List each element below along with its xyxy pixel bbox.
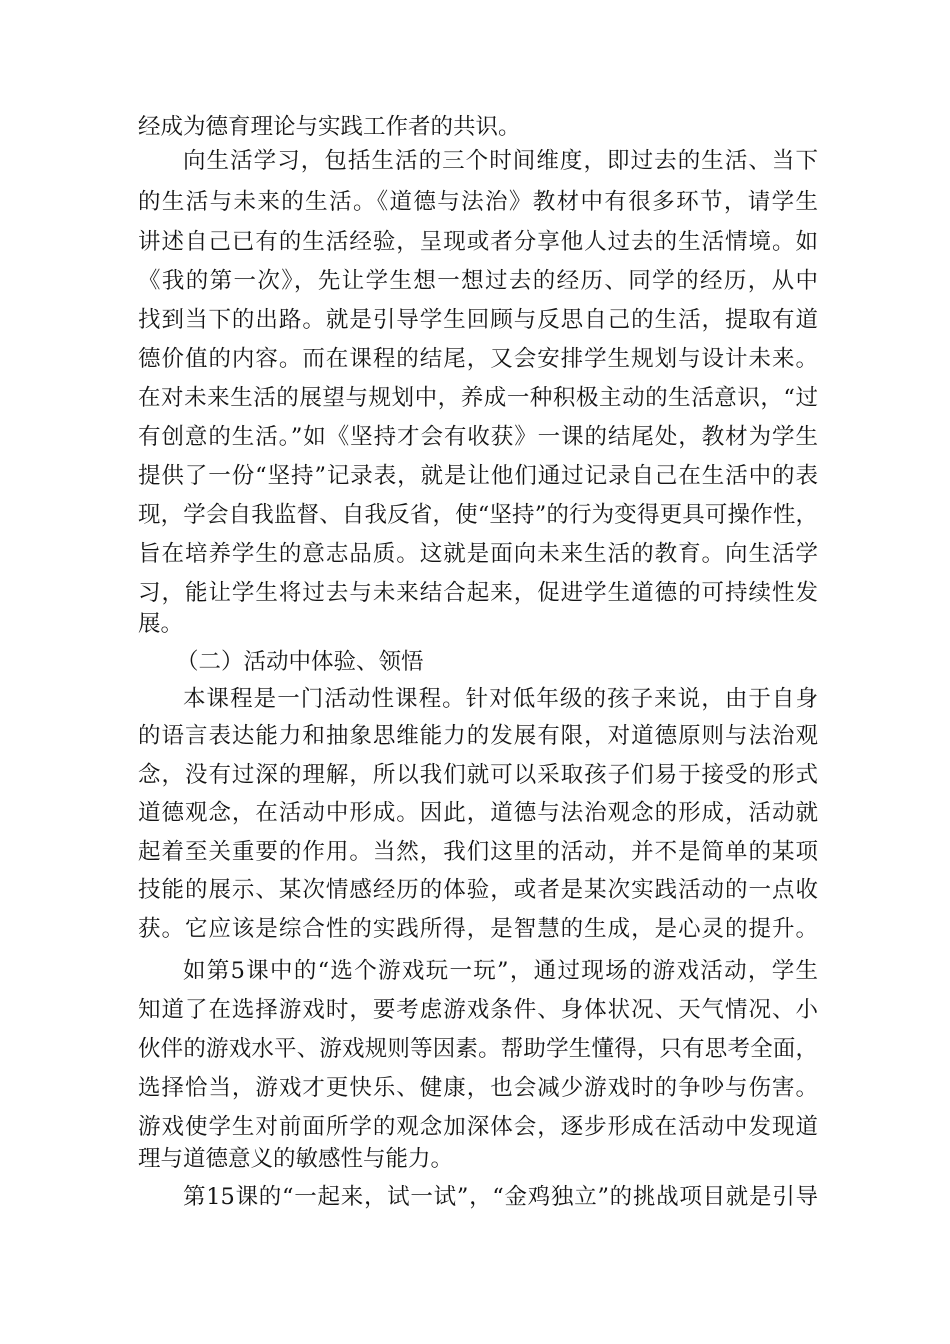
- paragraph-line: 经成为德育理论与实践工作者的共识。: [138, 114, 521, 140]
- paragraph-first-line: 向生活学习，包括生活的三个时间维度，即过去的生活、当下: [183, 148, 818, 174]
- paragraph-line: 游戏使学生对前面所学的观念加深体会，逐步形成在活动中发现道: [138, 1114, 818, 1140]
- paragraph-line: 展。: [138, 611, 184, 637]
- paragraph-line: 选择恰当，游戏才更快乐、健康，也会减少游戏时的争吵与伤害。: [138, 1075, 818, 1101]
- paragraph-line: 提供了一份“坚持”记录表，就是让他们通过记录自己在生活中的表: [138, 463, 818, 489]
- paragraph-first-line: 本课程是一门活动性课程。针对低年级的孩子来说，由于自身: [183, 686, 818, 712]
- paragraph-line: 念，没有过深的理解，所以我们就可以采取孩子们易于接受的形式: [138, 762, 818, 788]
- paragraph-line: 道德观念，在活动中形成。因此，道德与法治观念的形成，活动就: [138, 800, 818, 826]
- paragraph-line: 找到当下的出路。就是引导学生回顾与反思自己的生活，提取有道: [138, 307, 818, 333]
- paragraph-line: 知道了在选择游戏时，要考虑游戏条件、身体状况、天气情况、小: [138, 997, 818, 1023]
- paragraph-line: 伙伴的游戏水平、游戏规则等因素。帮助学生懂得，只有思考全面，: [138, 1036, 818, 1062]
- paragraph-line: 讲述自己已有的生活经验，呈现或者分享他人过去的生活情境。如: [138, 229, 818, 255]
- paragraph-line: 的生活与未来的生活。《道德与法治》教材中有很多环节，请学生: [138, 189, 818, 215]
- paragraph-line: 的语言表达能力和抽象思维能力的发展有限，对道德原则与法治观: [138, 723, 818, 749]
- paragraph-first-line: 第15课的“一起来，试一试”，“金鸡独立”的挑战项目就是引导: [183, 1184, 818, 1210]
- paragraph-line: 在对未来生活的展望与规划中，养成一种积极主动的生活意识，“过: [138, 385, 818, 411]
- paragraph-line: 旨在培养学生的意志品质。这就是面向未来生活的教育。向生活学: [138, 541, 818, 567]
- paragraph-line: 有创意的生活。”如《坚持才会有收获》一课的结尾处，教材为学生: [138, 424, 818, 450]
- paragraph-line: 现，学会自我监督、自我反省，使“坚持”的行为变得更具可操作性，: [138, 502, 818, 528]
- paragraph-line: 起着至关重要的作用。当然，我们这里的活动，并不是简单的某项: [138, 839, 818, 865]
- paragraph-line: 德价值的内容。而在课程的结尾，又会安排学生规划与设计未来。: [138, 346, 818, 372]
- paragraph-line: 《我的第一次》，先让学生想一想过去的经历、同学的经历，从中: [138, 268, 818, 294]
- paragraph-line: 获。它应该是综合性的实践所得，是智慧的生成，是心灵的提升。: [138, 916, 818, 942]
- paragraph-line: 理与道德意义的敏感性与能力。: [138, 1146, 454, 1172]
- section-heading: （二）活动中体验、领悟: [176, 649, 424, 675]
- paragraph-line: 技能的展示、某次情感经历的体验，或者是某次实践活动的一点收: [138, 877, 818, 903]
- paragraph-first-line: 如第5课中的“选个游戏玩一玩”，通过现场的游戏活动，学生: [183, 958, 818, 984]
- paragraph-line: 习，能让学生将过去与未来结合起来，促进学生道德的可持续性发: [138, 580, 818, 606]
